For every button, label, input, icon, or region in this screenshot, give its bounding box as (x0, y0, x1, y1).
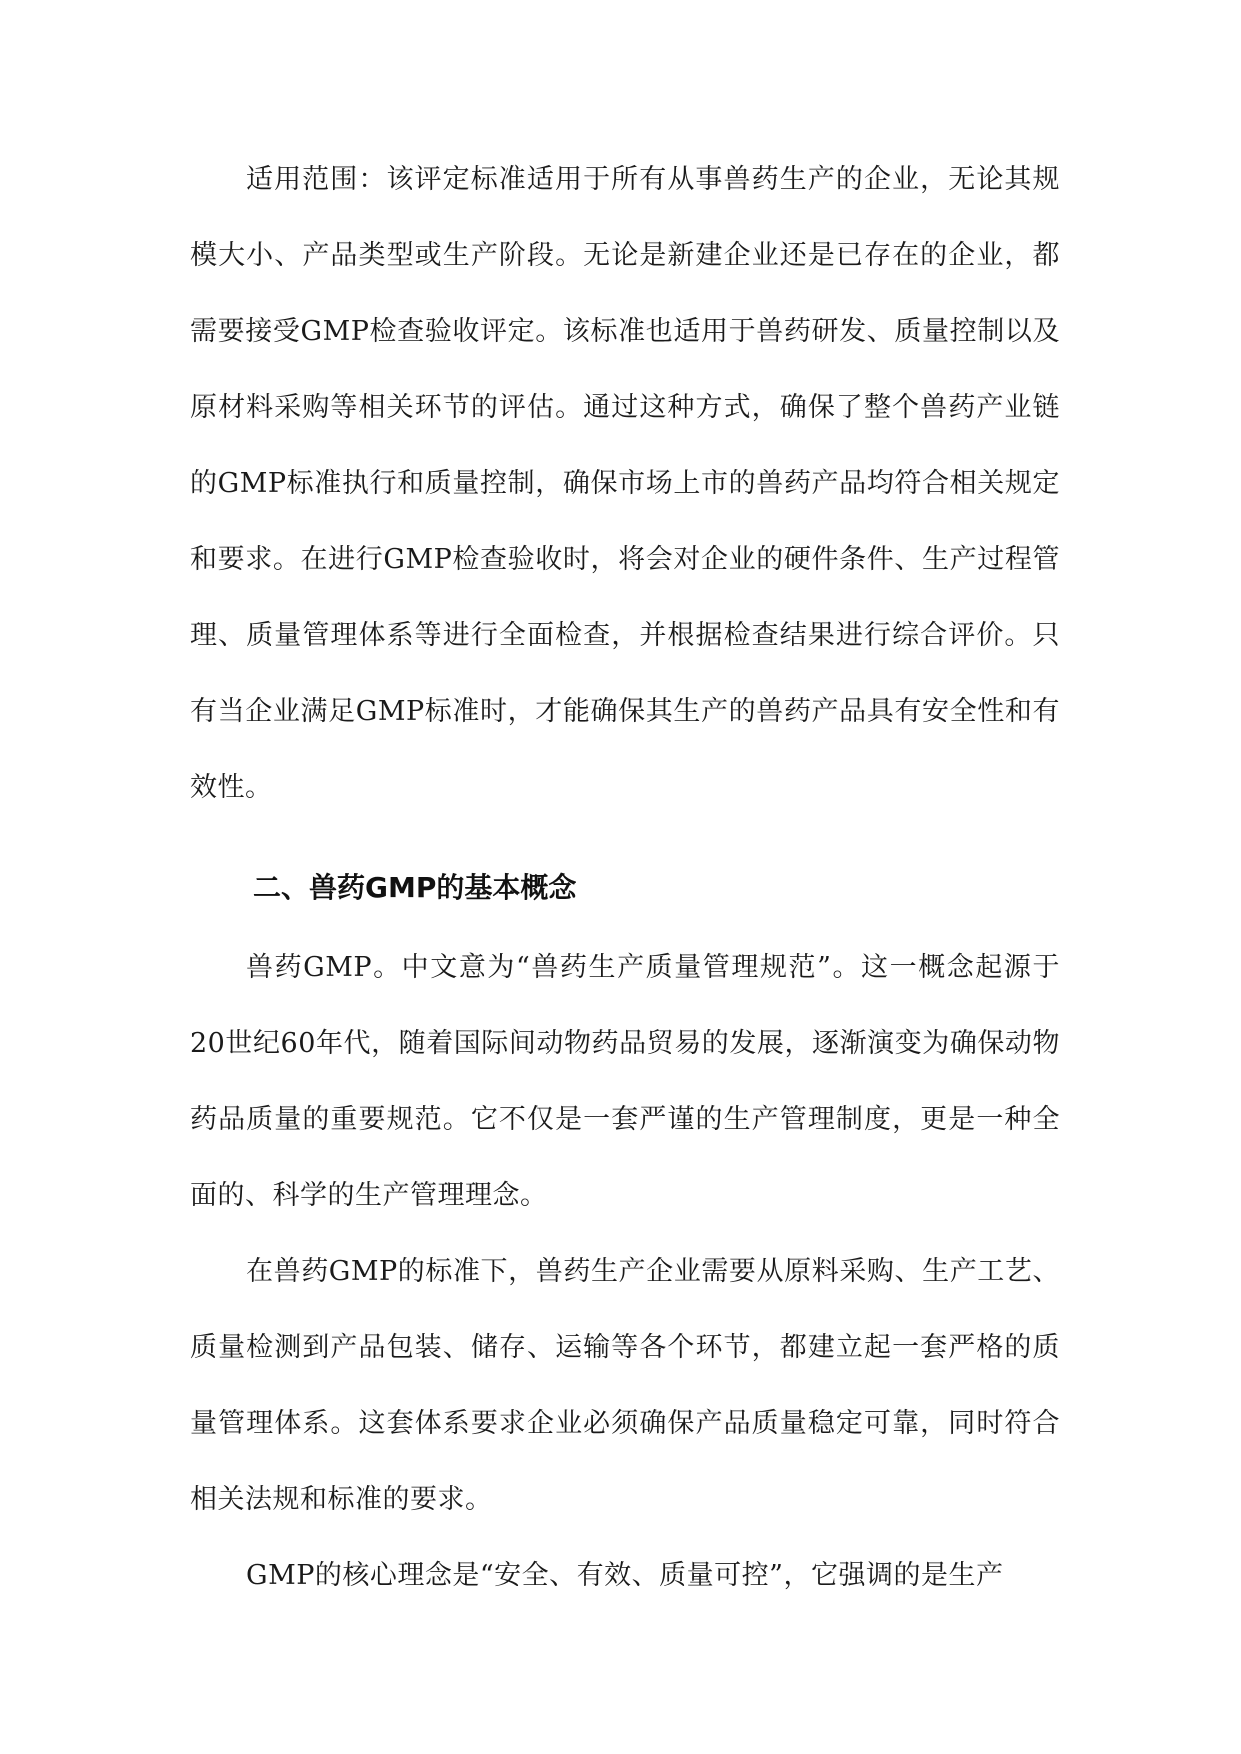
paragraph-scope: 适用范围：该评定标准适用于所有从事兽药生产的企业，无论其规模大小、产品类型或生产阶段。无论是新建企业还是已存在的企业，都需要接受GMP检查验收评定。该标准也适用于兽药研发、质量控制以及原材料采购等相关环节的评估。通过这种方式，确保了整个兽药产业链的GMP标准执行和质量控制，确保市场上市的兽药产品均符合相关规定和要求。在进行GMP检查验收时，将会对企业的硬件条件、生产过程管理、质量管理体系等进行全面检查，并根据检查结果进行综合评价。只有当企业满足GMP标准时，才能确保其生产的兽药产品具有安全性和有效性。 (190, 164, 1060, 803)
paragraph-gmp-standard: 在兽药GMP的标准下，兽药生产企业需要从原料采购、生产工艺、质量检测到产品包装、储存、运输等各个环节，都建立起一套严格的质量管理体系。这套体系要求企业必须确保产品质量稳定可靠，同时符合相关法规和标准的要求。 (190, 1256, 1060, 1515)
paragraph-gmp-core-concept: GMP的核心理念是“安全、有效、质量可控”，它强调的是生产 (246, 1560, 1004, 1591)
section-heading: 二、兽药GMP的基本概念 (253, 871, 577, 904)
paragraph-gmp-definition: 兽药GMP。中文意为“兽药生产质量管理规范”。这一概念起源于20世纪60年代，随着国际间动物药品贸易的发展，逐渐演变为确保动物药品质量的重要规范。它不仅是一套严谨的生产管理制度，更是一种全面的、科学的生产管理理念。 (190, 952, 1060, 1211)
document-body (190, 142, 1060, 1614)
